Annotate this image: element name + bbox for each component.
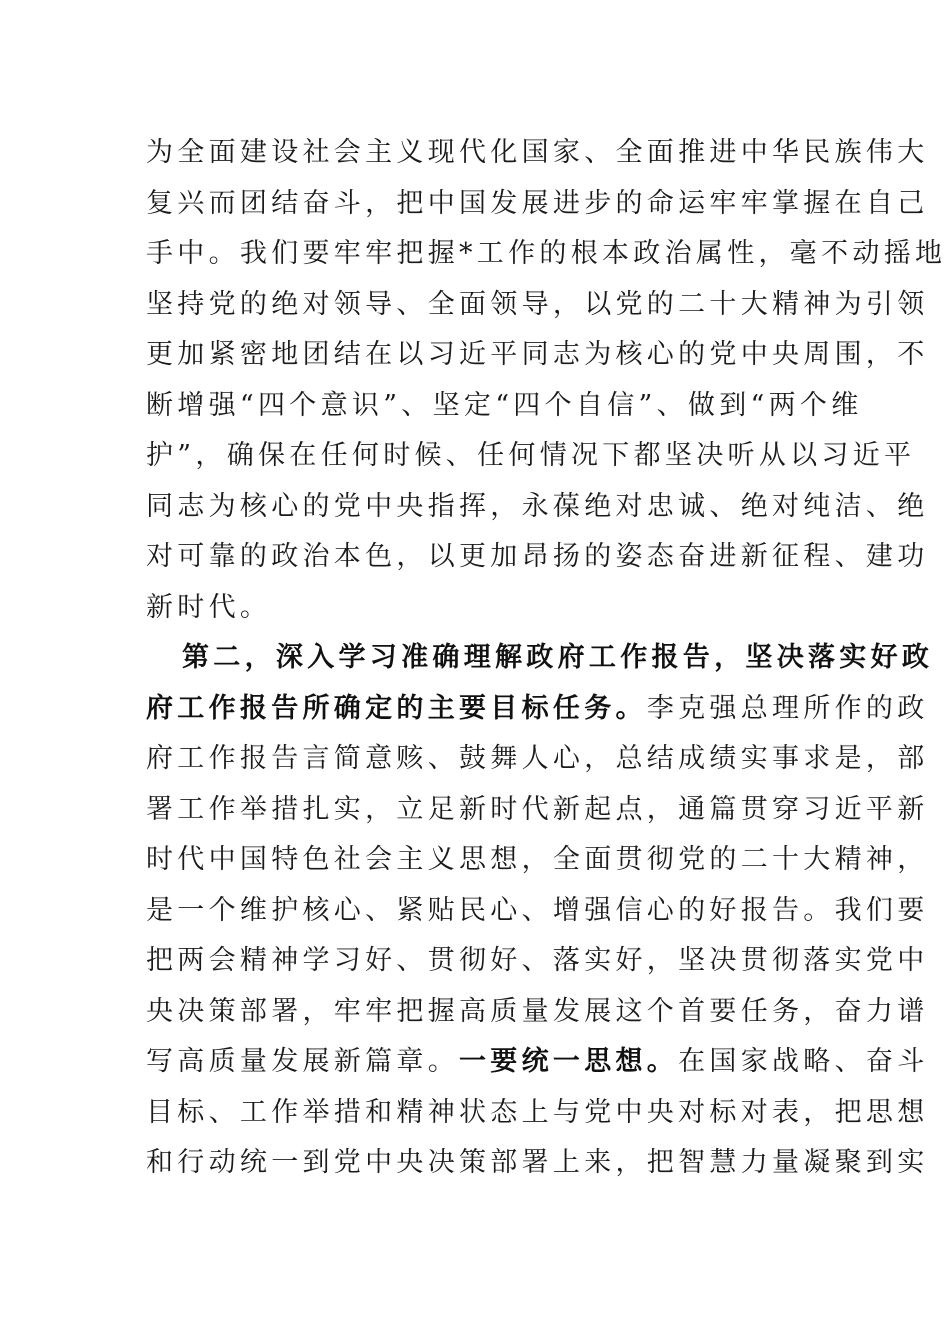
text-line: 署工作举措扎实，立足新时代新起点，通篇贯穿习近平新 xyxy=(146,793,929,825)
paragraph-1 xyxy=(146,128,947,633)
subheading-unify-thinking: 一要统一思想。 xyxy=(459,1046,679,1077)
section-heading-part-1: 第二，深入学习准确理解政府工作报告，坚决落实好政 xyxy=(182,642,934,673)
text-line: 更加紧密地团结在以习近平同志为核心的党中央周围，不 xyxy=(146,339,929,370)
text-line: 府工作报告言简意赅、鼓舞人心，总结成绩实事求是，部 xyxy=(146,743,929,774)
section-heading-part-2: 府工作报告所确定的主要目标任务。 xyxy=(146,692,647,724)
text-run: 写高质量发展新篇章。 xyxy=(146,1046,459,1077)
text-run: 在国家战略、奋斗 xyxy=(678,1046,929,1077)
text-line xyxy=(146,633,934,684)
text-line: 同志为核心的党中央指挥，永葆绝对忠诚、绝对纯洁、绝 xyxy=(146,490,929,522)
text-line: 新时代。 xyxy=(146,591,272,623)
text-line: 为全面建设社会主义现代化国家、全面推进中华民族伟大 xyxy=(146,137,929,168)
text-line: 是一个维护核心、紧贴民心、增强信心的好报告。我们要 xyxy=(146,894,929,926)
text-line: 时代中国特色社会主义思想，全面贯彻党的二十大精神， xyxy=(146,844,929,875)
document-body xyxy=(146,128,947,1189)
text-line: 复兴而团结奋斗，把中国发展进步的命运牢牢掌握在自己 xyxy=(146,187,929,219)
text-line: 手中。我们要牢牢把握*工作的根本政治属性，毫不动摇地 xyxy=(146,238,947,269)
paragraph-2 xyxy=(146,633,934,1189)
text-line: 断增强“四个意识”、坚定“四个自信”、做到“两个维 xyxy=(146,389,863,421)
text-line: 央决策部署，牢牢把握高质量发展这个首要任务，奋力谱 xyxy=(146,995,929,1027)
text-line: 护”，确保在任何时候、任何情况下都坚决听从以习近平 xyxy=(146,440,916,471)
text-line: 对可靠的政治本色，以更加昂扬的姿态奋进新征程、建功 xyxy=(146,541,929,572)
text-line: 和行动统一到党中央决策部署上来，把智慧力量凝聚到实 xyxy=(146,1147,929,1178)
text-line: 目标、工作举措和精神状态上与党中央对标对表，把思想 xyxy=(146,1096,929,1128)
text-line xyxy=(146,1037,929,1088)
text-line xyxy=(146,684,929,735)
text-line: 把两会精神学习好、贯彻好、落实好，坚决贯彻落实党中 xyxy=(146,945,929,976)
text-line: 坚持党的绝对领导、全面领导，以党的二十大精神为引领 xyxy=(146,288,929,320)
text-run: 李克强总理所作的政 xyxy=(646,692,929,724)
